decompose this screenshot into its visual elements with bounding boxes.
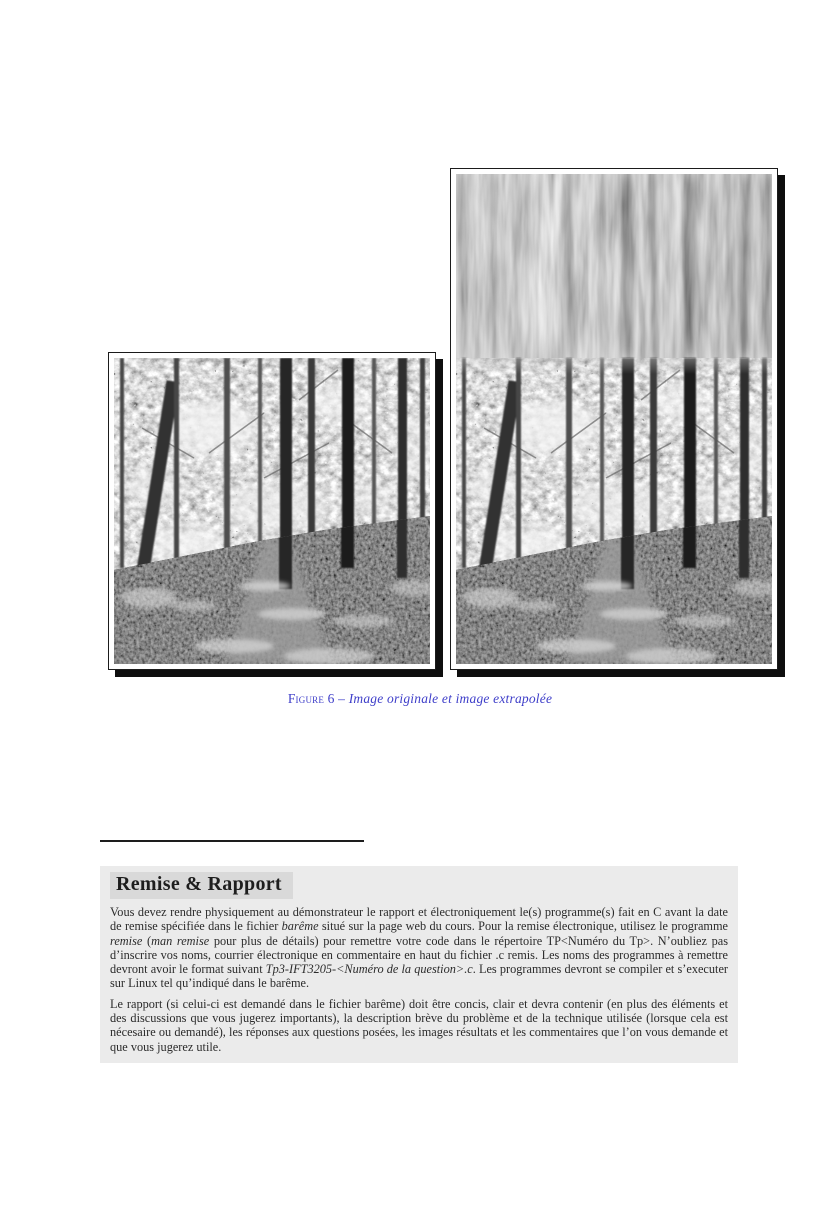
figure-caption-text: Image originale et image extrapolée [348,691,553,706]
footnote-rule [100,840,364,842]
section-heading-row [110,871,728,902]
forest-photo-original [114,358,430,664]
paragraph-remise-2 [110,997,728,1054]
p1-seg-8: . Les programmes devront se compiler et s’executer sur Linux tel qu’indiqué dans le barême. [110,962,728,991]
p2-seg-0: Le rapport (si celui-ci est demandé dans le fichier barême) doit être concis, clair et devra contenir (en plus des éléments et des discussions que vous jugerez importants), la description brève du problème et de la technique utilisée (lorsque cela est nécesaire ou demandé), les réponses aux questions posées, les images résultats et les commentaires que l’on vous demande et que vous jugerez utile. [110,996,728,1054]
section-heading: Remise & Rapport [110,872,293,899]
p1-seg-2: situé sur la page web du cours. Pour la remise électronique, utilisez le programme [318,919,729,934]
p1-seg-6: pour plus de détails) pour remettre votre code dans le répertoire TP<Numéro du Tp>. N’oubliez pas d’inscrire vos noms, courrier électronique en commentaire en haut du fichier .c remis. Les noms des programmes à remettre devront avoir le format suivant [110,933,728,977]
p1-seg-7: Tp3-IFT3205-<Numéro de la question>.c [265,962,473,977]
p1-seg-4: ( [142,933,152,948]
remise-rapport-box [100,866,738,1063]
p1-seg-0: Vous devez rendre physiquement au démonstrateur le rapport et électroniquement le(s) programme(s) fait en C avant la date de remise spécifiée dans le fichier [110,905,728,934]
p1-seg-5: man remise [151,933,210,948]
figure-image-extrapolated [450,168,778,670]
p1-seg-3: remise [110,933,143,948]
paragraph-remise-1 [110,905,728,991]
figure-caption [0,691,840,707]
p1-seg-1: barême [281,919,319,934]
figure-image-original [108,352,436,670]
forest-photo-extrapolated [456,174,772,664]
figure-caption-label: Figure 6 [287,691,335,706]
figure-caption-separator: – [334,691,349,706]
